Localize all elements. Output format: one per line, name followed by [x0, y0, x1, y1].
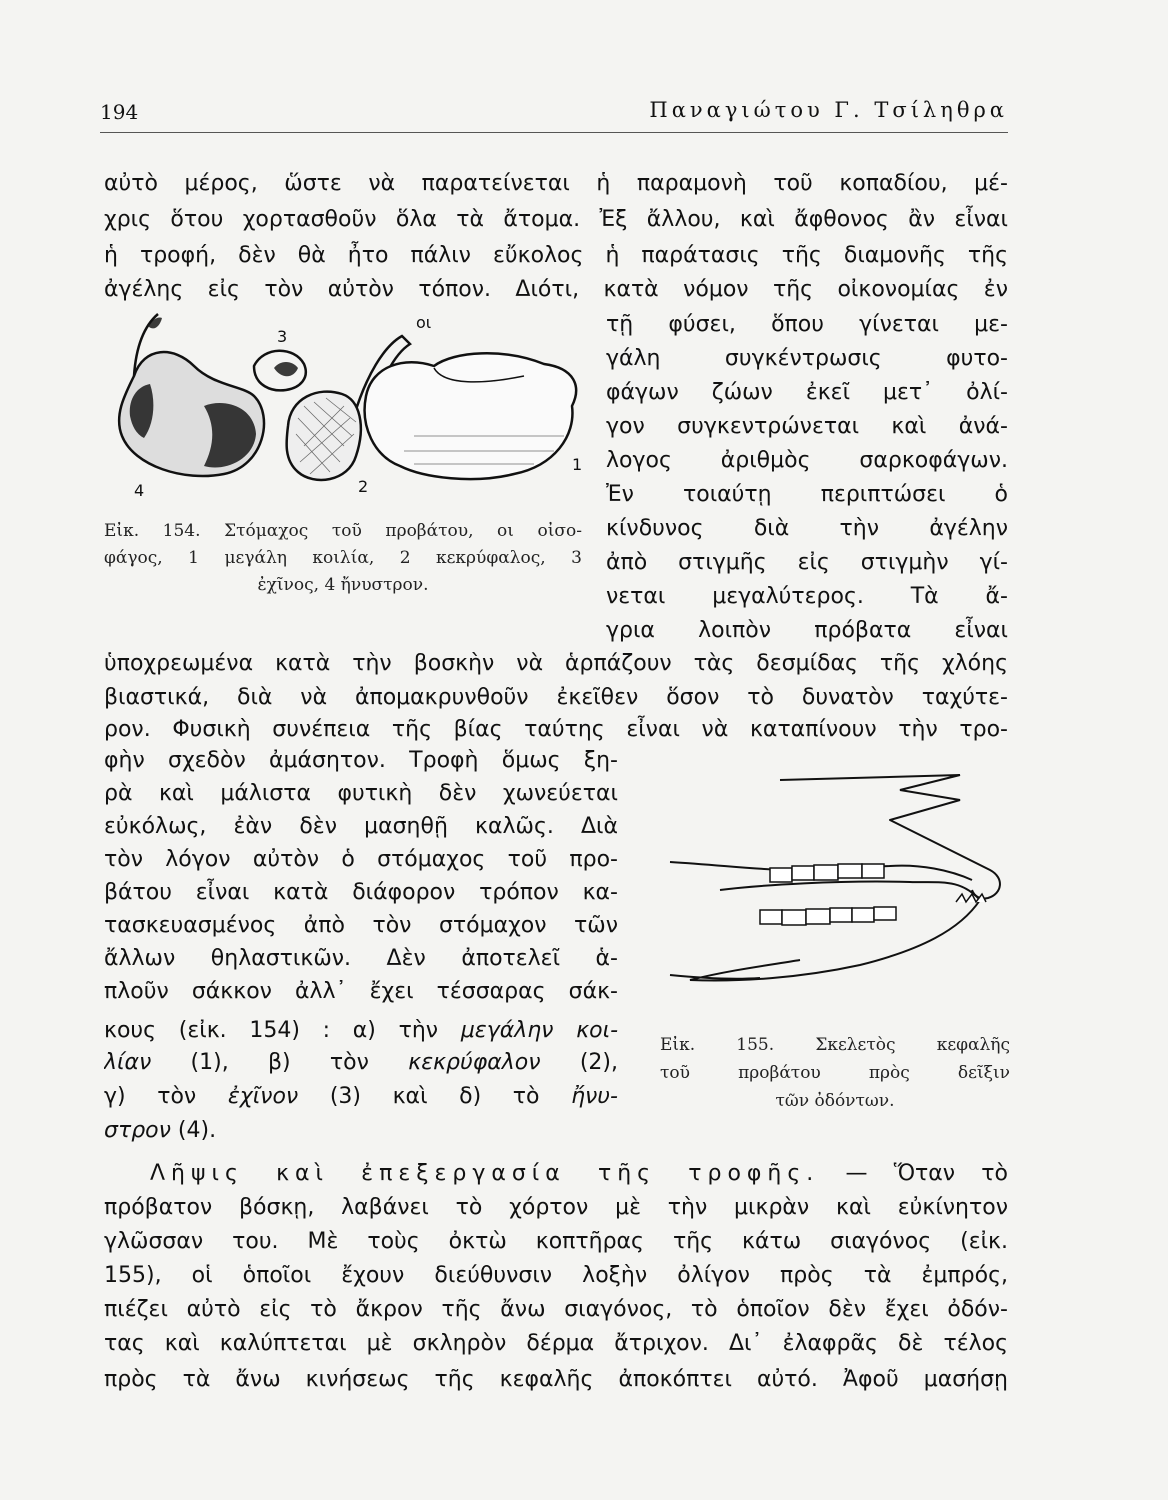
- stomach-figure: [104, 306, 594, 506]
- text-span: (1), β) τὸν: [151, 1050, 409, 1075]
- text-line: βάτου εἶναι κατὰ διάφορον τρόπον κα-: [104, 880, 618, 905]
- text-line: ἀπὸ στιγμῆς εἰς στιγμὴν γί-: [606, 550, 1008, 575]
- section-heading-line: [150, 1156, 1008, 1192]
- text-span: (3) καὶ δ) τὸ: [298, 1084, 572, 1109]
- text-line: Ἐν τοιαύτῃ περιπτώσει ὁ: [606, 482, 1008, 507]
- text-line: λογος ἀριθμὸς σαρκοφάγων.: [606, 448, 1008, 473]
- italic-term: μεγάλην κοι-: [460, 1018, 618, 1043]
- text-line: ὑποχρεωμένα κατὰ τὴν βοσκὴν νὰ ἁρπάζουν τὰς δεσμίδας τῆς χλόης: [104, 651, 1008, 676]
- text-line: γον συγκεντρώνεται καὶ ἀνά-: [606, 414, 1008, 439]
- text-line: ἀγέλης εἰς τὸν αὐτὸν τόπον. Διότι, κατὰ νόμον τῆς οἰκονομίας ἐν: [104, 277, 1008, 302]
- fig155-caption-line: τοῦ προβάτου πρὸς δεῖξιν: [660, 1063, 1010, 1083]
- page-number: 194: [100, 100, 139, 124]
- text-line: τας καὶ καλύπτεται μὲ σκληρὸν δέρμα ἄτριχον. Δι᾽ ἐλαφρᾶς δὲ τέλος: [104, 1331, 1008, 1356]
- fig154-label-2: 2: [358, 477, 369, 496]
- text-span: (2),: [540, 1050, 618, 1075]
- fig154-caption-line: Εἰκ. 154. Στόμαχος τοῦ προβάτου, οι οἰσο-: [104, 521, 582, 541]
- text-line: πρὸς τὰ ἄνω κινήσεως τῆς κεφαλῆς ἀποκόπτει αὐτό. Ἀφοῦ μασήσῃ: [104, 1367, 1008, 1392]
- text-line: αὐτὸ μέρος, ὥστε νὰ παρατείνεται ἡ παραμονὴ τοῦ κοπαδίου, μέ-: [104, 171, 1008, 196]
- text-line: πιέζει αὐτὸ εἰς τὸ ἄκρον τῆς ἄνω σιαγόνος, τὸ ὁποῖον δὲν ἔχει ὀδόν-: [104, 1297, 1008, 1322]
- section-heading: Λῆψις καὶ ἐπεξεργασία τῆς τροφῆς.: [150, 1161, 820, 1186]
- italic-term: ἤνυ-: [571, 1084, 618, 1109]
- text-span: — Ὅταν τὸ: [819, 1161, 1008, 1186]
- fig155-caption-line: Εἰκ. 155. Σκελετὸς κεφαλῆς: [660, 1035, 1010, 1055]
- italic-term: λίαν: [104, 1050, 152, 1075]
- text-line: φὴν σχεδὸν ἀμάσητον. Τροφὴ ὅμως ξη-: [104, 748, 618, 773]
- text-line: ρον. Φυσικὴ συνέπεια τῆς βίας ταύτης εἶναι νὰ καταπίνουν τὴν τρο-: [104, 717, 1008, 742]
- text-line: ἡ τροφή, δὲν θὰ ἦτο πάλιν εὔκολος ἡ παράτασις τῆς διαμονῆς τῆς: [104, 243, 1008, 268]
- italic-term: στρον: [104, 1118, 171, 1143]
- text-line: γρια λοιπὸν πρόβατα εἶναι: [606, 618, 1008, 643]
- text-line: [104, 1114, 618, 1147]
- text-line: 155), οἱ ὁποῖοι ἔχουν διεύθυνσιν λοξὴν ὀλίγον πρὸς τὰ ἐμπρός,: [104, 1263, 1008, 1288]
- text-line: κίνδυνος διὰ τὴν ἀγέλην: [606, 516, 1008, 541]
- text-line: τῇ φύσει, ὅπου γίνεται με-: [606, 312, 1008, 337]
- text-line: πλοῦν σάκκον ἀλλ᾽ ἔχει τέσσαρας σάκ-: [104, 979, 618, 1004]
- italic-term: ἐχῖνον: [227, 1084, 299, 1109]
- text-line: νεται μεγαλύτερος. Τὰ ἄ-: [606, 584, 1008, 609]
- text-line: χρις ὅτου χορτασθοῦν ὅλα τὰ ἄτομα. Ἐξ ἄλλου, καὶ ἄφθονος ἂν εἶναι: [104, 207, 1008, 232]
- fig154-label-3: 3: [277, 327, 288, 346]
- text-line: ἄλλων θηλαστικῶν. Δὲν ἀποτελεῖ ἁ-: [104, 946, 618, 971]
- fig154-label-oi: οι: [416, 313, 432, 332]
- fig154-caption-line: φάγος, 1 μεγάλη κοιλία, 2 κεκρύφαλος, 3: [104, 548, 582, 568]
- text-span: (4).: [170, 1118, 217, 1143]
- text-span: κους (εἰκ. 154) : α) τὴν: [104, 1018, 461, 1043]
- fig154-label-1: 1: [572, 455, 583, 474]
- text-line: βιαστικά, διὰ νὰ ἀπομακρυνθοῦν ἐκεῖθεν ὅσον τὸ δυνατὸν ταχύτε-: [104, 685, 1008, 710]
- text-line: ρὰ καὶ μάλιστα φυτικὴ δὲν χωνεύεται: [104, 781, 618, 806]
- text-line: πρόβατον βόσκῃ, λαβάνει τὸ χόρτον μὲ τὴν μικρὰν καὶ εὐκίνητον: [104, 1195, 1008, 1220]
- text-line: [104, 1046, 618, 1079]
- running-title: Παναγιώτου Γ. Τσίληθρα: [649, 98, 1008, 122]
- header-rule: [100, 132, 1008, 133]
- fig155-caption-line: τῶν ὀδόντων.: [775, 1091, 895, 1111]
- text-line: γάλη συγκέντρωσις φυτο-: [606, 346, 1008, 371]
- text-line: [104, 1080, 618, 1113]
- fig154-caption-line: ἐχῖνος, 4 ἤνυστρον.: [257, 575, 429, 595]
- text-line: φάγων ζώων ἐκεῖ μετ᾽ ὀλί-: [606, 380, 1008, 405]
- skull-jaw-figure: [660, 770, 1010, 1000]
- text-line: τὸν λόγον αὐτὸν ὁ στόμαχος τοῦ προ-: [104, 847, 618, 872]
- text-span: γ) τὸν: [104, 1084, 228, 1109]
- fig154-label-4: 4: [134, 481, 145, 500]
- text-line: εὐκόλως, ἐὰν δὲν μασηθῇ καλῶς. Διὰ: [104, 814, 618, 839]
- text-line: τασκευασμένος ἀπὸ τὸν στόμαχον τῶν: [104, 913, 618, 938]
- text-line: γλῶσσαν του. Μὲ τοὺς ὀκτὼ κοπτῆρας τῆς κάτω σιαγόνος (εἰκ.: [104, 1229, 1008, 1254]
- italic-term: κεκρύφαλον: [408, 1050, 541, 1075]
- text-line: [104, 1014, 618, 1047]
